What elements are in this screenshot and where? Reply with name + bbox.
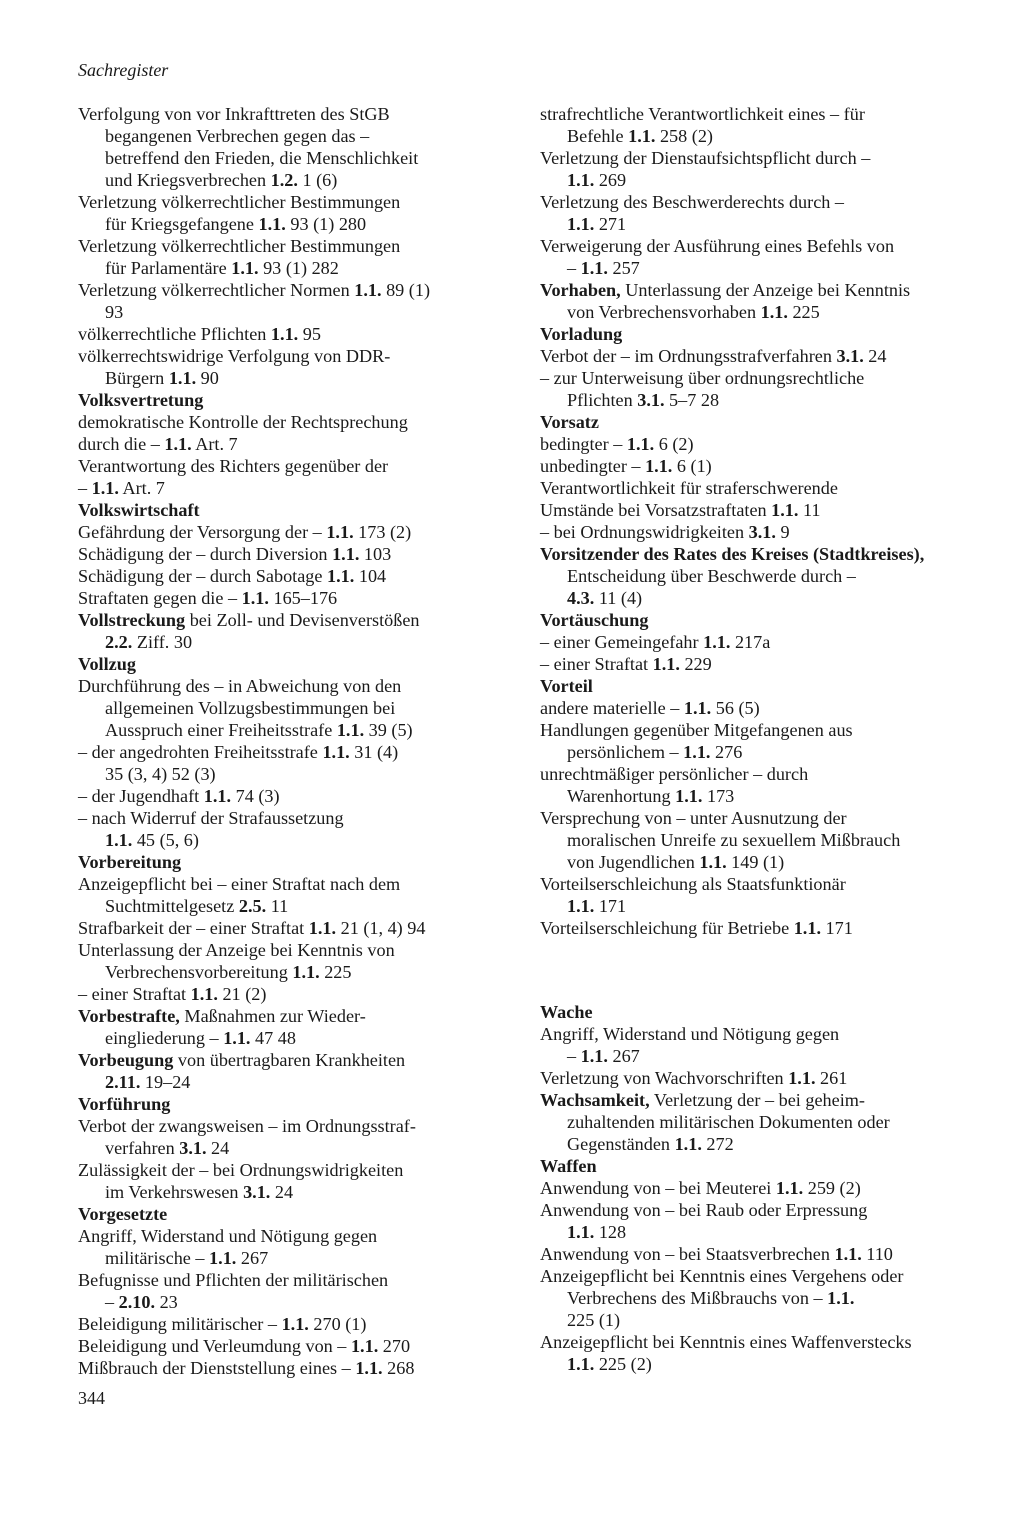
index-entry-line: Warenhortung 1.1. 173 bbox=[567, 786, 735, 806]
index-entry bbox=[540, 367, 980, 411]
index-entry bbox=[540, 543, 980, 609]
index-entry bbox=[78, 565, 528, 587]
index-entry-line: – 1.1. 267 bbox=[567, 1046, 640, 1066]
index-entry-line: Vorladung bbox=[540, 324, 623, 344]
index-entry-line: Vorteilserschleichung als Staatsfunktionär bbox=[540, 874, 846, 894]
page-header: Sachregister bbox=[78, 60, 169, 80]
index-entry bbox=[540, 609, 980, 631]
index-entry-line: 4.3. 11 (4) bbox=[567, 588, 643, 608]
index-entry bbox=[540, 235, 980, 279]
index-entry-line: Verbot der – im Ordnungsstrafverfahren 3.1. 24 bbox=[540, 346, 887, 366]
index-entry-line: Vorbereitung bbox=[78, 852, 182, 872]
index-entry-line: unbedingter – 1.1. 6 (1) bbox=[540, 456, 712, 476]
index-entry-line: Umstände bei Vorsatzstraftaten 1.1. 11 bbox=[540, 500, 821, 520]
index-entry bbox=[78, 1115, 528, 1159]
index-entry-line: 35 (3, 4) 52 (3) bbox=[105, 764, 216, 784]
index-entry bbox=[78, 675, 528, 741]
index-entry bbox=[78, 873, 528, 917]
index-entry-line: Verfolgung von vor Inkrafttreten des StGB bbox=[78, 104, 390, 124]
index-entry bbox=[78, 235, 528, 279]
index-entry-line: völkerrechtliche Pflichten 1.1. 95 bbox=[78, 324, 321, 344]
index-entry-line: Beleidigung militärischer – 1.1. 270 (1) bbox=[78, 1314, 367, 1334]
index-entry bbox=[78, 1269, 528, 1313]
index-entry bbox=[540, 477, 980, 521]
index-entry-line: Anwendung von – bei Meuterei 1.1. 259 (2) bbox=[540, 1178, 861, 1198]
index-entry-line: Vorgesetzte bbox=[78, 1204, 168, 1224]
index-entry-line: 1.1. 271 bbox=[567, 214, 627, 234]
index-entry bbox=[540, 763, 980, 807]
index-entry-line: 2.2. Ziff. 30 bbox=[105, 632, 193, 652]
index-entry-line: Gegenständen 1.1. 272 bbox=[567, 1134, 734, 1154]
index-entry bbox=[78, 1357, 528, 1379]
index-entry-line: 2.11. 19–24 bbox=[105, 1072, 191, 1092]
index-entry bbox=[540, 323, 980, 345]
index-entry bbox=[78, 411, 528, 455]
index-entry bbox=[540, 191, 980, 235]
index-entry bbox=[540, 279, 980, 323]
index-entry-line: zuhaltenden militärischen Dokumenten oder bbox=[567, 1112, 890, 1132]
index-entry bbox=[78, 1093, 528, 1115]
index-entry-line: Pflichten 3.1. 5–7 28 bbox=[567, 390, 720, 410]
index-entry-line: Vorteil bbox=[540, 676, 593, 696]
index-entry bbox=[540, 719, 980, 763]
index-entry bbox=[540, 433, 980, 455]
index-entry bbox=[78, 279, 528, 323]
index-entry-line: Befehle 1.1. 258 (2) bbox=[567, 126, 713, 146]
index-entry bbox=[540, 521, 980, 543]
index-entry-line: bedingter – 1.1. 6 (2) bbox=[540, 434, 694, 454]
index-entry-line: Vorhaben, Unterlassung der Anzeige bei Kenntnis bbox=[540, 280, 911, 300]
index-entry bbox=[78, 653, 528, 675]
index-entry-line: völkerrechtswidrige Verfolgung von DDR- bbox=[78, 346, 391, 366]
index-entry-line: – zur Unterweisung über ordnungsrechtliche bbox=[540, 368, 865, 388]
index-entry-line: 1.1. 128 bbox=[567, 1222, 627, 1242]
index-entry bbox=[540, 147, 980, 191]
index-entry-line: Verbrechens des Mißbrauchs von – 1.1. bbox=[567, 1288, 855, 1308]
index-entry bbox=[540, 1199, 980, 1243]
index-entry-line: demokratische Kontrolle der Rechtsprechung bbox=[78, 412, 408, 432]
index-entry-line: im Verkehrswesen 3.1. 24 bbox=[105, 1182, 294, 1202]
index-entry-line: Vortäuschung bbox=[540, 610, 649, 630]
index-entry bbox=[78, 587, 528, 609]
index-entry bbox=[78, 1313, 528, 1335]
index-entry-line: Wache bbox=[540, 1002, 593, 1022]
index-entry-line: Vorbeugung von übertragbaren Krankheiten bbox=[78, 1050, 406, 1070]
index-entry-line: Schädigung der – durch Sabotage 1.1. 104 bbox=[78, 566, 387, 586]
index-entry bbox=[78, 455, 528, 499]
index-entry-line: Ausspruch einer Freiheitsstrafe 1.1. 39 (5) bbox=[105, 720, 413, 740]
index-section-v-continued bbox=[540, 103, 980, 939]
index-entry-line: Verletzung völkerrechtlicher Bestimmungen bbox=[78, 236, 401, 256]
index-entry bbox=[78, 1225, 528, 1269]
index-entry-line: Vollstreckung bei Zoll- und Devisenverstößen bbox=[78, 610, 420, 630]
index-entry-line: – bei Ordnungswidrigkeiten 3.1. 9 bbox=[540, 522, 790, 542]
index-entry bbox=[540, 631, 980, 653]
index-entry bbox=[540, 1155, 980, 1177]
index-entry-line: Wachsamkeit, Verletzung der – bei geheim- bbox=[540, 1090, 865, 1110]
index-entry bbox=[540, 1089, 980, 1155]
index-entry-line: Verbot der zwangsweisen – im Ordnungsstraf- bbox=[78, 1116, 416, 1136]
index-entry-line: Unterlassung der Anzeige bei Kenntnis von bbox=[78, 940, 395, 960]
page-number: 344 bbox=[78, 1388, 105, 1408]
index-entry bbox=[540, 697, 980, 719]
index-entry-line: – 1.1. 257 bbox=[567, 258, 640, 278]
index-entry-line: Angriff, Widerstand und Nötigung gegen bbox=[540, 1024, 840, 1044]
index-entry bbox=[540, 873, 980, 917]
index-entry bbox=[78, 1159, 528, 1203]
index-entry-line: Verbrechensvorbereitung 1.1. 225 bbox=[105, 962, 352, 982]
index-entry-line: Strafbarkeit der – einer Straftat 1.1. 21 (1, 4) 94 bbox=[78, 918, 426, 938]
index-entry-line: betreffend den Frieden, die Menschlichkeit bbox=[105, 148, 419, 168]
index-entry bbox=[540, 1067, 980, 1089]
index-entry-line: Gefährdung der Versorgung der – 1.1. 173 (2) bbox=[78, 522, 412, 542]
index-entry-line: Vorsatz bbox=[540, 412, 599, 432]
index-entry bbox=[540, 653, 980, 675]
index-entry-line: Befugnisse und Pflichten der militärischen bbox=[78, 1270, 389, 1290]
index-entry-line: Entscheidung über Beschwerde durch – bbox=[567, 566, 856, 586]
index-entry-line: – einer Straftat 1.1. 21 (2) bbox=[78, 984, 267, 1004]
index-entry-line: Volkswirtschaft bbox=[78, 500, 200, 520]
index-entry bbox=[78, 741, 528, 785]
index-entry-line: Anzeigepflicht bei – einer Straftat nach dem bbox=[78, 874, 401, 894]
index-entry-line: Verletzung von Wachvorschriften 1.1. 261 bbox=[540, 1068, 848, 1088]
index-entry bbox=[540, 807, 980, 873]
index-entry bbox=[78, 543, 528, 565]
index-entry bbox=[78, 917, 528, 939]
index-entry-line: Mißbrauch der Dienststellung eines – 1.1. 268 bbox=[78, 1358, 415, 1378]
index-entry-line: Vollzug bbox=[78, 654, 136, 674]
index-entry-line: Anzeigepflicht bei Kenntnis eines Waffenverstecks bbox=[540, 1332, 912, 1352]
index-entry-line: Handlungen gegenüber Mitgefangenen aus bbox=[540, 720, 853, 740]
index-entry bbox=[78, 807, 528, 851]
index-section-w bbox=[540, 1001, 980, 1375]
index-entry-line: Verletzung völkerrechtlicher Bestimmungen bbox=[78, 192, 401, 212]
index-entry-line: Anwendung von – bei Raub oder Erpressung bbox=[540, 1200, 868, 1220]
index-entry-line: Versprechung von – unter Ausnutzung der bbox=[540, 808, 847, 828]
index-entry bbox=[78, 983, 528, 1005]
index-entry-line: – 1.1. Art. 7 bbox=[78, 478, 165, 498]
index-entry bbox=[78, 1203, 528, 1225]
index-entry-line: Verweigerung der Ausführung eines Befehls von bbox=[540, 236, 895, 256]
index-entry bbox=[78, 389, 528, 411]
index-entry-line: begangenen Verbrechen gegen das – bbox=[105, 126, 370, 146]
index-entry bbox=[78, 521, 528, 543]
index-entry bbox=[78, 499, 528, 521]
index-entry-line: – der Jugendhaft 1.1. 74 (3) bbox=[78, 786, 280, 806]
index-entry bbox=[78, 323, 528, 345]
index-entry bbox=[540, 345, 980, 367]
index-entry-line: Schädigung der – durch Diversion 1.1. 103 bbox=[78, 544, 392, 564]
index-entry-line: Anzeigepflicht bei Kenntnis eines Vergehens oder bbox=[540, 1266, 904, 1286]
index-entry-line: und Kriegsverbrechen 1.2. 1 (6) bbox=[105, 170, 338, 190]
index-column-left bbox=[78, 103, 528, 1379]
index-entry-line: Verletzung der Dienstaufsichtspflicht durch – bbox=[540, 148, 871, 168]
index-entry-line: Bürgern 1.1. 90 bbox=[105, 368, 219, 388]
index-entry-line: Durchführung des – in Abweichung von den bbox=[78, 676, 402, 696]
index-entry-line: moralischen Unreife zu sexuellem Mißbrauch bbox=[567, 830, 901, 850]
index-entry-line: militärische – 1.1. 267 bbox=[105, 1248, 269, 1268]
index-entry bbox=[78, 103, 528, 191]
index-entry-line: für Parlamentäre 1.1. 93 (1) 282 bbox=[105, 258, 339, 278]
index-column-right bbox=[540, 103, 980, 1375]
index-entry bbox=[540, 411, 980, 433]
index-entry-line: Waffen bbox=[540, 1156, 597, 1176]
index-entry-line: persönlichem – 1.1. 276 bbox=[567, 742, 743, 762]
index-entry bbox=[540, 1023, 980, 1067]
index-entry bbox=[78, 1005, 528, 1049]
index-entry bbox=[540, 103, 980, 147]
index-entry-line: Zulässigkeit der – bei Ordnungswidrigkeiten bbox=[78, 1160, 404, 1180]
index-entry-line: Vorteilserschleichung für Betriebe 1.1. 171 bbox=[540, 918, 853, 938]
index-entry-line: 1.1. 171 bbox=[567, 896, 627, 916]
index-entry-line: durch die – 1.1. Art. 7 bbox=[78, 434, 238, 454]
index-entry-line: Vorbestrafte, Maßnahmen zur Wieder- bbox=[78, 1006, 366, 1026]
index-entry-line: 93 bbox=[105, 302, 124, 322]
index-entry-line: Volksvertretung bbox=[78, 390, 204, 410]
index-entry bbox=[540, 1001, 980, 1023]
index-entry bbox=[540, 1265, 980, 1331]
index-entry-line: allgemeinen Vollzugsbestimmungen bei bbox=[105, 698, 396, 718]
index-entry-line: verfahren 3.1. 24 bbox=[105, 1138, 230, 1158]
index-entry-line: 225 (1) bbox=[567, 1310, 621, 1330]
index-entry-line: Suchtmittelgesetz 2.5. 11 bbox=[105, 896, 289, 916]
index-entry-line: – einer Gemeingefahr 1.1. 217a bbox=[540, 632, 771, 652]
index-entry-line: andere materielle – 1.1. 56 (5) bbox=[540, 698, 760, 718]
index-entry-line: Angriff, Widerstand und Nötigung gegen bbox=[78, 1226, 378, 1246]
index-entry-line: Straftaten gegen die – 1.1. 165–176 bbox=[78, 588, 338, 608]
index-entry-line: Anwendung von – bei Staatsverbrechen 1.1. 110 bbox=[540, 1244, 893, 1264]
index-entry-line: von Jugendlichen 1.1. 149 (1) bbox=[567, 852, 785, 872]
index-entry bbox=[78, 939, 528, 983]
index-entry bbox=[540, 1331, 980, 1375]
index-entry-line: Verletzung völkerrechtlicher Normen 1.1. 89 (1) bbox=[78, 280, 431, 300]
index-entry bbox=[540, 917, 980, 939]
index-entry-line: 1.1. 45 (5, 6) bbox=[105, 830, 199, 850]
index-entry bbox=[78, 851, 528, 873]
index-entry bbox=[540, 1177, 980, 1199]
index-entry-line: von Verbrechensvorhaben 1.1. 225 bbox=[567, 302, 820, 322]
index-entry-line: 1.1. 225 (2) bbox=[567, 1354, 652, 1374]
index-entry bbox=[78, 345, 528, 389]
index-entry-line: – der angedrohten Freiheitsstrafe 1.1. 31 (4) bbox=[78, 742, 399, 762]
index-entry-line: Vorführung bbox=[78, 1094, 171, 1114]
index-entry bbox=[78, 1335, 528, 1357]
index-entry-line: Verantwortlichkeit für straferschwerende bbox=[540, 478, 838, 498]
index-entry-line: unrechtmäßiger persönlicher – durch bbox=[540, 764, 809, 784]
index-entry-line: – einer Straftat 1.1. 229 bbox=[540, 654, 712, 674]
section-gap bbox=[540, 939, 980, 1001]
index-entry-line: Verletzung des Beschwerderechts durch – bbox=[540, 192, 845, 212]
index-entry-line: strafrechtliche Verantwortlichkeit eines – für bbox=[540, 104, 865, 124]
index-entry bbox=[540, 455, 980, 477]
index-entry bbox=[78, 785, 528, 807]
index-entry bbox=[540, 675, 980, 697]
index-entry-line: 1.1. 269 bbox=[567, 170, 627, 190]
index-entry bbox=[78, 191, 528, 235]
index-entry-line: – nach Widerruf der Strafaussetzung bbox=[78, 808, 344, 828]
index-entry bbox=[78, 609, 528, 653]
index-entry-line: Beleidigung und Verleumdung von – 1.1. 270 bbox=[78, 1336, 411, 1356]
index-entry-line: – 2.10. 23 bbox=[105, 1292, 178, 1312]
index-entry-line: für Kriegsgefangene 1.1. 93 (1) 280 bbox=[105, 214, 367, 234]
index-entry-line: eingliederung – 1.1. 47 48 bbox=[105, 1028, 296, 1048]
index-entry-line: Verantwortung des Richters gegenüber der bbox=[78, 456, 389, 476]
index-entry-line: Vorsitzender des Rates des Kreises (Stadtkreises), bbox=[540, 544, 925, 564]
index-entry bbox=[540, 1243, 980, 1265]
index-entry bbox=[78, 1049, 528, 1093]
